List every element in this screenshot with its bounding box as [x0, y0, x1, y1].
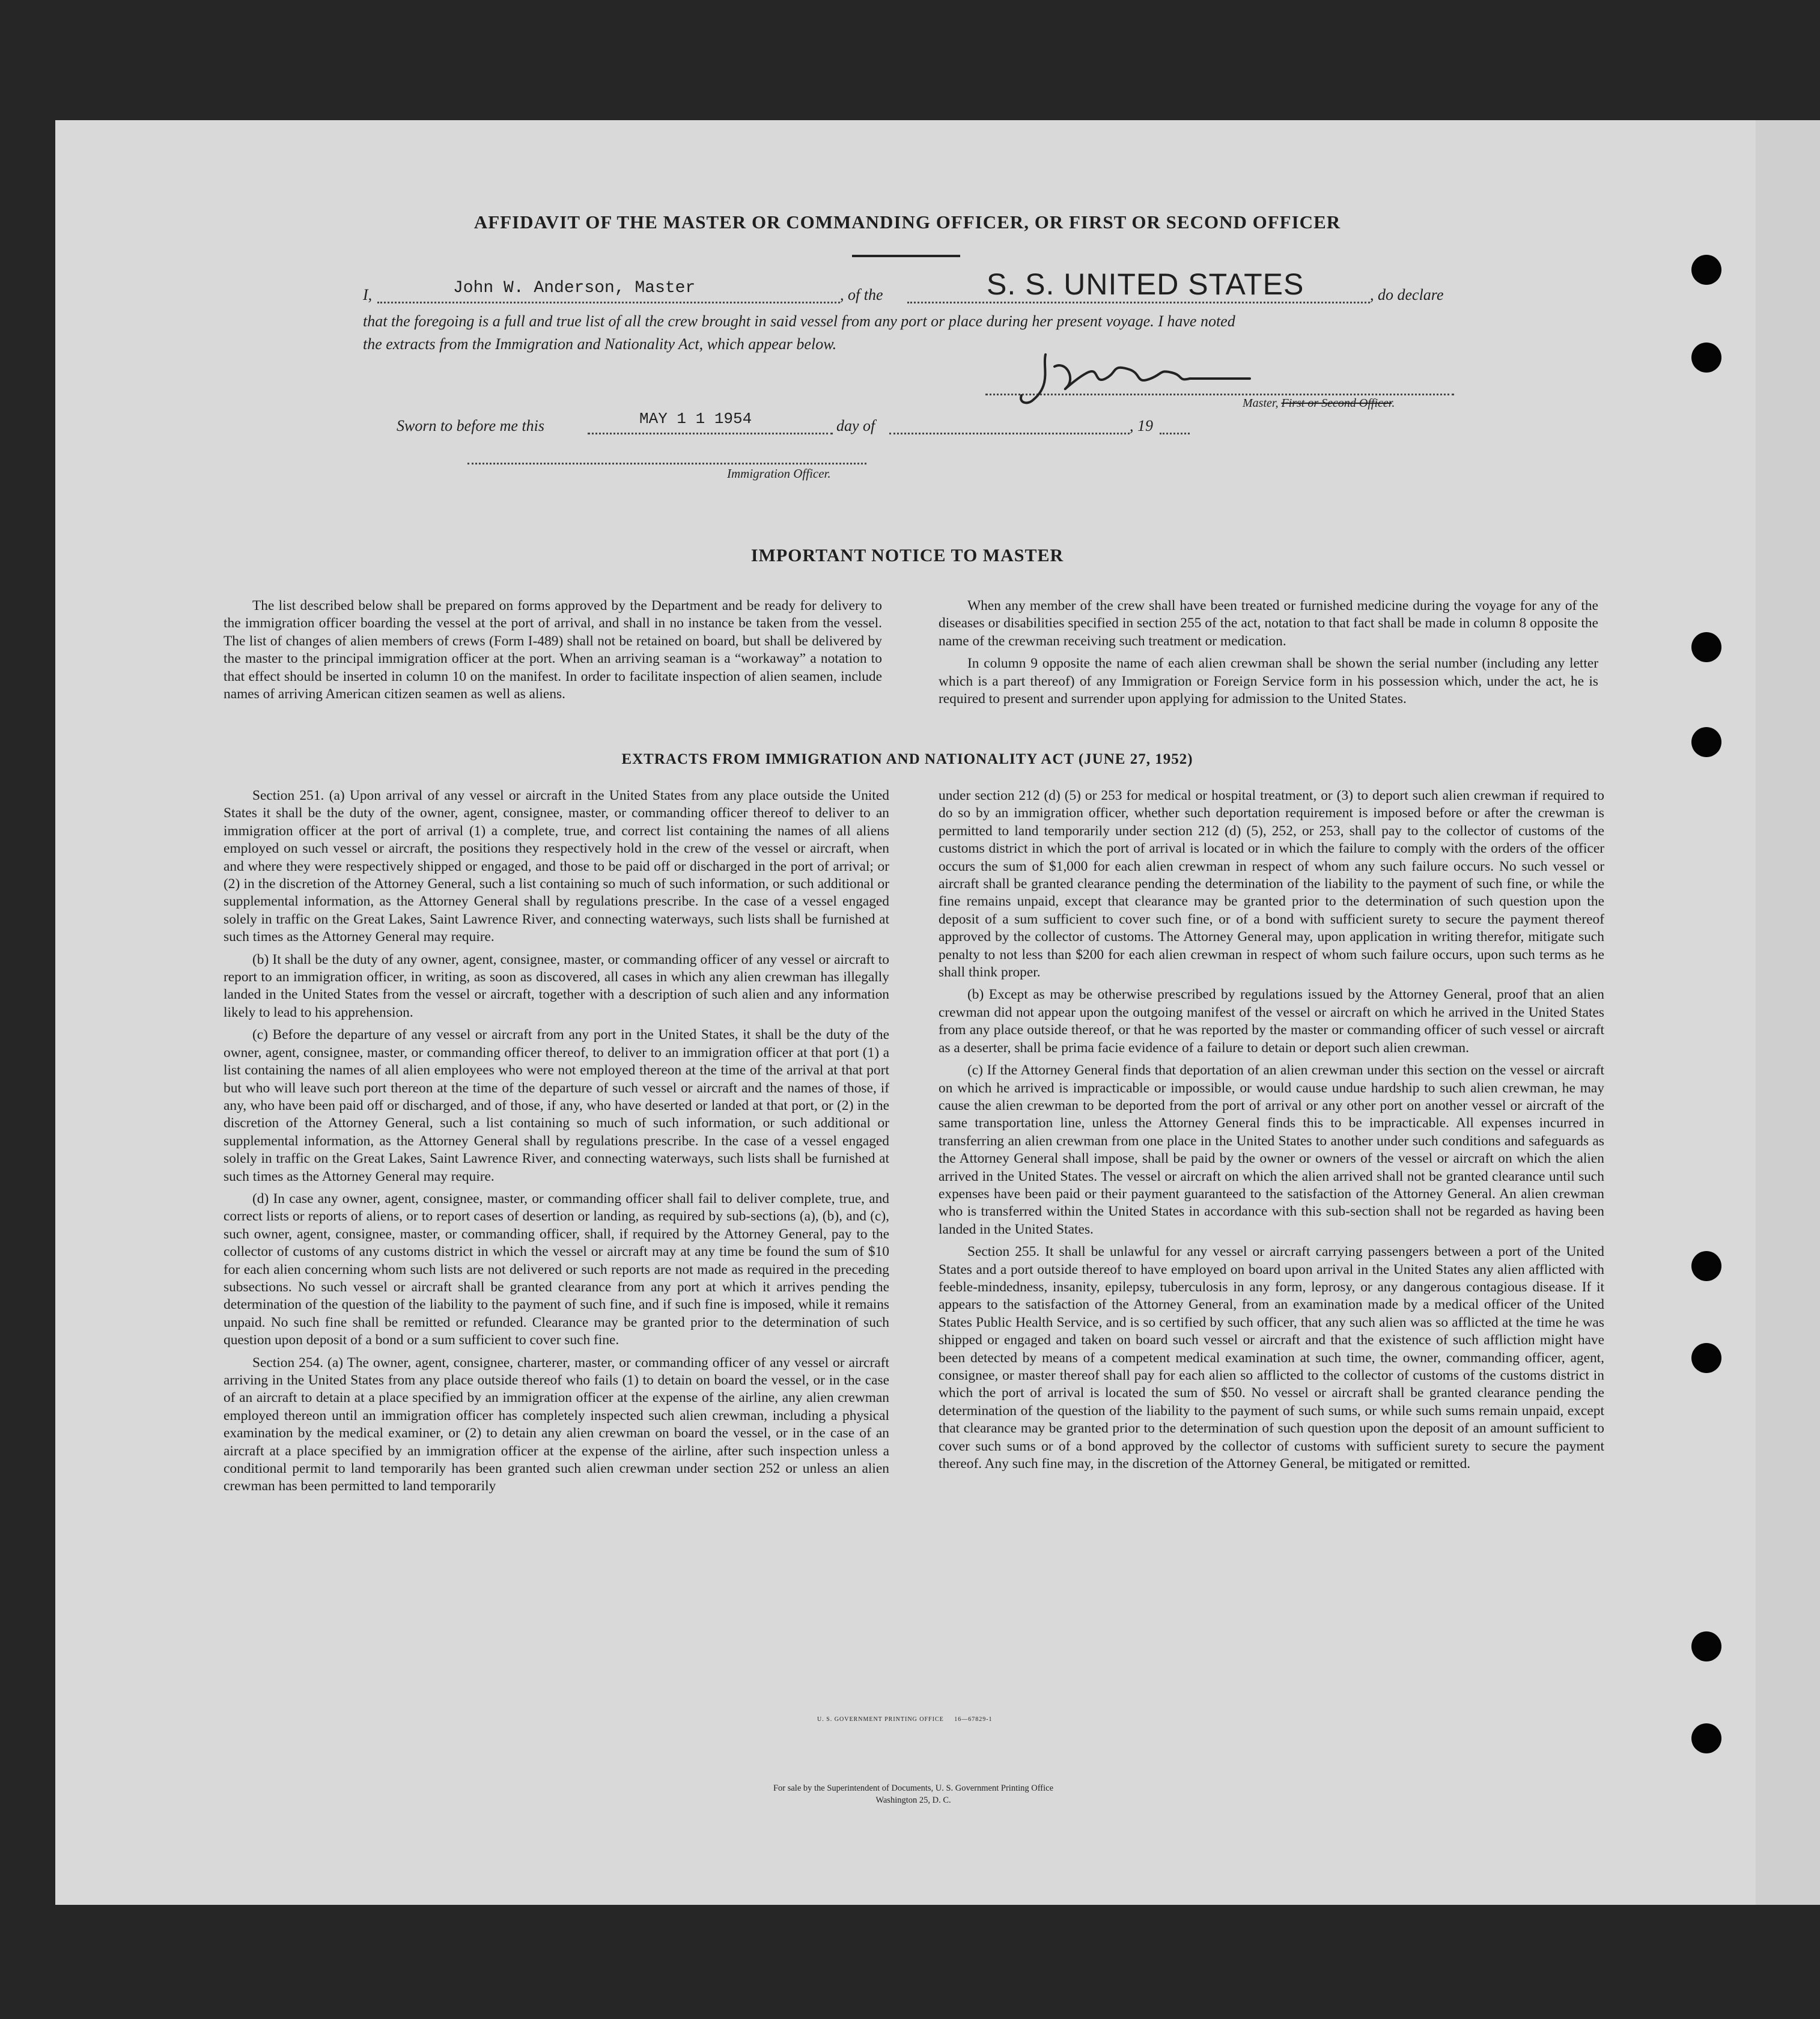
section-254-a-cont: under section 212 (d) (5) or 253 for medical or hospital treatment, or (3) to deport such alien crewman if required to do so by an immigration officer, whether such deportation requirement is imposed before or after the crewman is permitted to land temporarily under section 212 (d) (5), 252, or 253, shall pay to the collector of customs of the customs district in which the port of arrival is located or in which the failure to comply with the orders of the officer occurs the sum of $1,000 for each alien crewman in respect of whom any such failure occurs. No such vessel or aircraft shall be granted clearance pending the determination of the liability to the payment of such fine, or while the fine remains unpaid, except that clearance may be granted prior to the determination of such question upon the deposit of a sum sufficient to cover such fine, or of a bond with sufficient surety to secure the payment thereof approved by the collector of customs. The Attorney General may, upon application in writing therefor, mitigate such penalty to not less than $200 for each alien crewman in respect of whom such failure occurs, upon such terms as he shall think proper. — [939, 788, 1604, 981]
affidavit-title: AFFIDAVIT OF THE MASTER OR COMMANDING OFFICER, OR FIRST OR SECOND OFFICER — [473, 212, 1341, 233]
section-255: Section 255. It shall be unlawful for any vessel or aircraft carrying passengers between a port of the United States and a port outside thereof to have employed on board upon arrival in the United States any alien afflicted with feeble-mindedness, insanity, epilepsy, tuberculosis in any form, leprosy, or any dangerous contagious disease. If it appears to the satisfaction of the Attorney General, from an examination made by a medical officer of the United States Public Health Service, and is so certified by such officer, that any such alien was so afflicted at the time he was shipped or engaged and taken on board such vessel or aircraft and that the existence of such affliction might have been detected by means of a competent medical examination at such time, the owner, commanding officer, agent, consignee, or master thereof shall pay for each alien so afflicted to the collector of customs of the customs district in which the port of arrival is located the sum of $50. No vessel or aircraft shall be granted clearance pending the determination of the question of the liability to the payment of such sums, or while such sums remain unpaid, except that clearance may be granted prior to the determination of such question upon the deposit of an amount sufficient to cover such sums or of a bond approved by the collector of customs with sufficient surety to secure the payment thereof. Any such fine may, in the discretion of the Attorney General, be mitigated or remitted. — [939, 1244, 1604, 1472]
sworn-date: MAY 1 1 1954 — [639, 410, 752, 428]
section-254-b: (b) Except as may be otherwise prescribed by regulations issued by the Attorney General, proof that an alien crewman did not appear upon the outgoing manifest of the vessel or aircraft on which he arrived in the United States from any place outside thereof, or that he was reported by the master or commanding officer of such vessel or aircraft as a deserter, shall be prima facie evidence of a failure to detain or deport such alien crewman. — [939, 987, 1604, 1056]
master-caption-struck: First or Second Officer — [1281, 397, 1392, 410]
punch-hole — [1691, 343, 1721, 373]
extracts-right-column — [939, 787, 1604, 1473]
notice-heading: IMPORTANT NOTICE TO MASTER — [750, 546, 1064, 565]
immigration-officer-caption: Immigration Officer. — [727, 466, 831, 481]
title-rule — [852, 255, 960, 257]
section-254-c: (c) If the Attorney General finds that deportation of an alien crewman under this section on the vessel or aircraft on which he arrived is impracticable or impossible, or would cause undue hardship to such alien crewman, he may cause the alien crewman to be deported from the port of arrival or any other port on another vessel or aircraft of the same transportation line, unless the Attorney General finds this to be impracticable. All expenses incurred in transferring an alien crewman from one place in the United States to another under such conditions and safeguards as the Attorney General shall impose, shall be paid by the owner or owners of the vessel or aircraft on which the alien arrived in the United States. The vessel or aircraft on which the alien arrived shall not be granted clearance until such expenses have been paid or their payment guaranteed to the satisfaction of the Attorney General. An alien crewman who is transferred within the United States in accordance with this sub-section shall not be regarded as having been landed in the United States. — [939, 1062, 1604, 1237]
day-of-label: day of — [836, 417, 875, 434]
section-251-c: (c) Before the departure of any vessel or aircraft from any port in the United States, it shall be the duty of the owner, agent, consignee, master, or commanding officer thereof, to deliver to an immigration officer at that port (1) a list containing the names of all alien employees who were not employed thereon at the time of the arrival at that port but who will leave such port thereon at the time of the departure of such vessel or aircraft and the names of those, if any, who have been paid off or discharged, and of those, if any, who have deserted or landed at that port, or (2) in the discretion of the Attorney General, such a list containing so much of such information, or such additional or supplemental information, as the Attorney General shall by regulations prescribe. In the case of a vessel engaged solely in traffic on the Great Lakes, Saint Lawrence River, and connecting waterways, such lists shall be furnished at such times as the Attorney General may require. — [224, 1027, 889, 1184]
master-caption — [1243, 397, 1395, 410]
month-line — [889, 409, 1130, 434]
year-line — [1160, 409, 1190, 434]
notice-left-column — [224, 597, 882, 703]
vessel-name: S. S. UNITED STATES — [987, 267, 1304, 301]
punch-hole — [1691, 1723, 1721, 1753]
punch-hole — [1691, 255, 1721, 285]
notice-left-paragraph: The list described below shall be prepared on forms approved by the Department and be ready for delivery to the immigration officer boarding the vessel at the port of arrival, and shall in no instance be taken from the vessel. The list of changes of alien members of crews (Form I-489) shall not be retained on board, but shall be delivered by the master to the principal immigration officer at the port. When an arriving seaman is a “workaway” a notation to that effect should be inserted in column 10 on the manifest. In order to facilitate inspection of alien seamen, include names of arriving American citizen seamen as well as aliens. — [224, 598, 882, 702]
punch-hole — [1691, 1343, 1721, 1373]
master-name-line — [377, 278, 840, 303]
gpo-imprint: U. S. GOVERNMENT PRINTING OFFICE 16—67829-1 — [817, 1716, 993, 1723]
master-caption-prefix: Master, — [1243, 397, 1282, 410]
master-caption-suffix: . — [1392, 397, 1395, 410]
declaration-line-1: that the foregoing is a full and true list of all the crew brought in said vessel from any port or place during her present voyage. I have noted — [363, 312, 1235, 330]
declaration-line-2: the extracts from the Immigration and Nationality Act, which appear below. — [363, 335, 837, 353]
officer-signature-line — [467, 463, 866, 464]
section-251-a: Section 251. (a) Upon arrival of any vessel or aircraft in the United States from any place outside the United States it shall be the duty of the owner, agent, consignee, master, or commanding officer thereof to deliver to an immigration officer at the port of arrival (1) a complete, true, and correct list containing the names of all aliens employed on such vessel or aircraft, the positions they respectively hold in the crew of the vessel or aircraft, when and where they were respectively shipped or engaged, and those to be paid off or discharged in the port of arrival; or (2) in the discretion of the Attorney General, such a list containing so much of such information, or such additional or supplemental information, as the Attorney General shall by regulations prescribe. In the case of a vessel engaged solely in traffic on the Great Lakes, Saint Lawrence River, and connecting waterways, such lists shall be furnished at such times as the Attorney General may require. — [224, 788, 889, 945]
sale-notice-line-2: Washington 25, D. C. — [875, 1795, 951, 1805]
vessel-line — [907, 264, 1370, 303]
notice-right-paragraph-2: In column 9 opposite the name of each alien crewman shall be shown the serial number (including any letter which is a part thereof) of any Immigration or Foreign Service form in his possession which, under the act, he is required to present and surrender upon applying for admission to the United States. — [939, 656, 1598, 707]
page-edge — [1756, 120, 1820, 1905]
sworn-date-line — [588, 409, 833, 434]
sale-notice-line-1: For sale by the Superintendent of Documents, U. S. Government Printing Office — [773, 1783, 1054, 1793]
punch-hole — [1691, 727, 1721, 757]
of-the-label: , of the — [840, 286, 883, 303]
section-251-d: (d) In case any owner, agent, consignee, master, or commanding officer shall fail to deliver complete, true, and correct lists or reports of aliens, or to report cases of desertion or landing, as required by sub-sections (a), (b), and (c), such owner, agent, consignee, master, or commanding officer, shall, if required by the Attorney General, pay to the collector of customs of any customs district in which the vessel or aircraft may at any time be found the sum of $10 for each alien concerning whom such lists are not delivered or such reports are not made as required in the preceding subsections. No such vessel or aircraft shall be granted clearance from any port at which it arrives pending the determination of the question of the liability to the payment of such fine, and if such fine is imposed, while it remains unpaid. No such fine shall be remitted or refunded. Clearance may be granted prior to the determination of such question upon deposit of a bond or a sum sufficient to cover such fine. — [224, 1190, 889, 1348]
section-251-b: (b) It shall be the duty of any owner, agent, consignee, master, or commanding officer of any vessel or aircraft to report to an immigration officer, in writing, as soon as discovered, all cases in which any alien crewman has illegally landed in the United States from the vessel or aircraft, together with a description of such alien and any information likely to lead to his apprehension. — [224, 951, 889, 1020]
sworn-label: Sworn to before me this — [397, 417, 545, 434]
extracts-heading: EXTRACTS FROM IMMIGRATION AND NATIONALITY ACT (JUNE 27, 1952) — [621, 751, 1193, 767]
notice-right-paragraph-1: When any member of the crew shall have been treated or furnished medicine during the voyage for any of the diseases or disabilities specified in section 255 of the act, notation to that fact shall be made in column 8 opposite the name of the crewman receiving such treatment or medication. — [939, 598, 1598, 649]
punch-hole — [1691, 632, 1721, 662]
year-label: , 19 — [1130, 417, 1153, 434]
master-name: John W. Anderson, Master — [453, 279, 696, 297]
punch-hole — [1691, 1631, 1721, 1661]
section-254-a: Section 254. (a) The owner, agent, consignee, charterer, master, or commanding officer of any vessel or aircraft arriving in the United States from any place outside thereof who fails (1) to detain on board the vessel, or in the case of an aircraft to detain at a place specified by an immigration officer at the expense of the airline, any alien crewman employed thereon until an immigration officer has completely inspected such alien crewman, including a physical examination by the medical examiner, or (2) to detain any alien crewman on board the vessel, or in the case of an aircraft at a place specified by an immigration officer at the expense of the airline, after such inspection unless a conditional permit to land temporarily has been granted such alien crewman under section 252 or unless an alien crewman has been permitted to land temporarily — [224, 1354, 889, 1494]
notice-right-column — [939, 597, 1598, 708]
punch-hole — [1691, 1251, 1721, 1281]
do-declare-label: , do declare — [1370, 286, 1444, 303]
extracts-left-column — [224, 787, 889, 1496]
master-signature — [1009, 343, 1262, 415]
declarant-label: I, — [363, 286, 373, 303]
